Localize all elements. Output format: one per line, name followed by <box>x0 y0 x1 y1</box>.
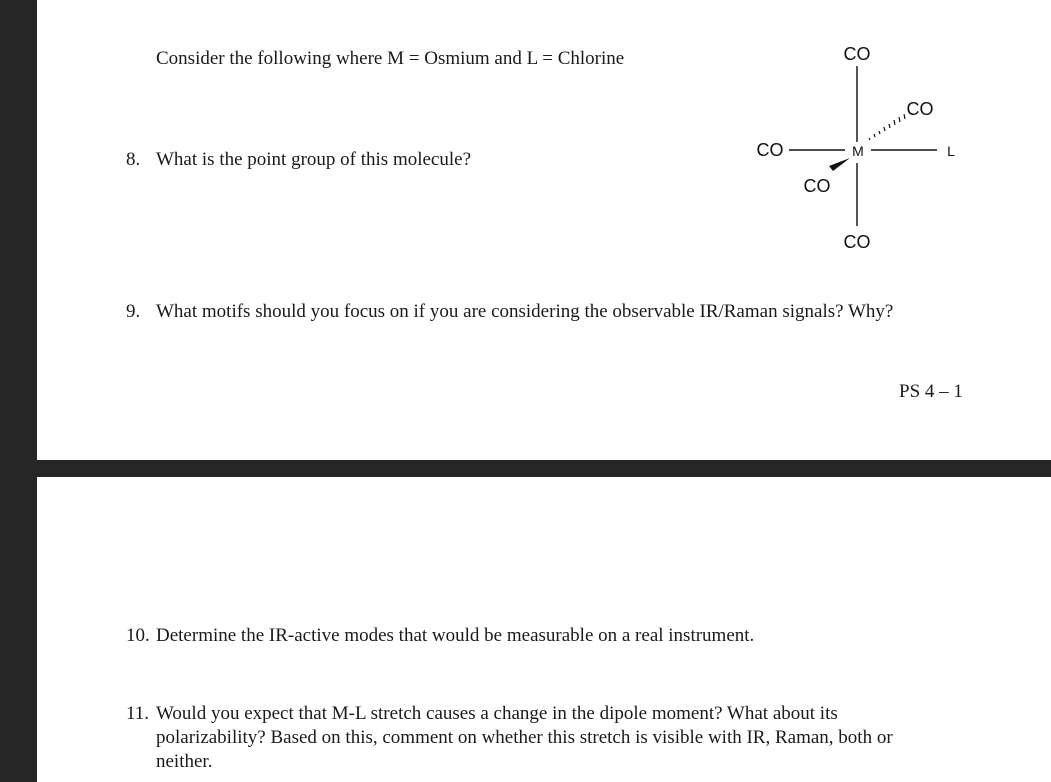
label-left: CO <box>756 140 784 160</box>
bond-hashed-wedge <box>869 114 905 140</box>
question-text: Determine the IR-active modes that would be measurable on a real instrument. <box>156 625 755 646</box>
label-back-right: CO <box>906 99 934 119</box>
intro-text: Consider the following where M = Osmium and L = Chlorine <box>156 48 625 69</box>
label-right: L <box>947 143 955 159</box>
question-text: What is the point group of this molecule? <box>156 149 472 170</box>
question-number: 8. <box>126 149 141 170</box>
label-center: M <box>852 143 864 159</box>
question-number: 11. <box>126 703 150 724</box>
document-page-top <box>37 0 1051 460</box>
label-top: CO <box>843 44 871 64</box>
label-bottom: CO <box>843 232 871 252</box>
question-text: Would you expect that M-L stretch causes a change in the dipole moment? What about its polarizability? Based on this, comment on whether this stretch is visible with IR, Raman, both or neither. <box>156 703 893 772</box>
label-front-left: CO <box>803 176 831 196</box>
question-number: 9. <box>126 301 141 322</box>
bond-solid-wedge <box>829 158 850 171</box>
question-text: What motifs should you focus on if you are considering the observable IR/Raman signals? Why? <box>156 301 894 322</box>
molecule-structure <box>737 30 977 270</box>
question-number: 10. <box>126 625 150 646</box>
document-page-bottom <box>37 477 1051 782</box>
page-footer: PS 4 – 1 <box>899 381 963 402</box>
